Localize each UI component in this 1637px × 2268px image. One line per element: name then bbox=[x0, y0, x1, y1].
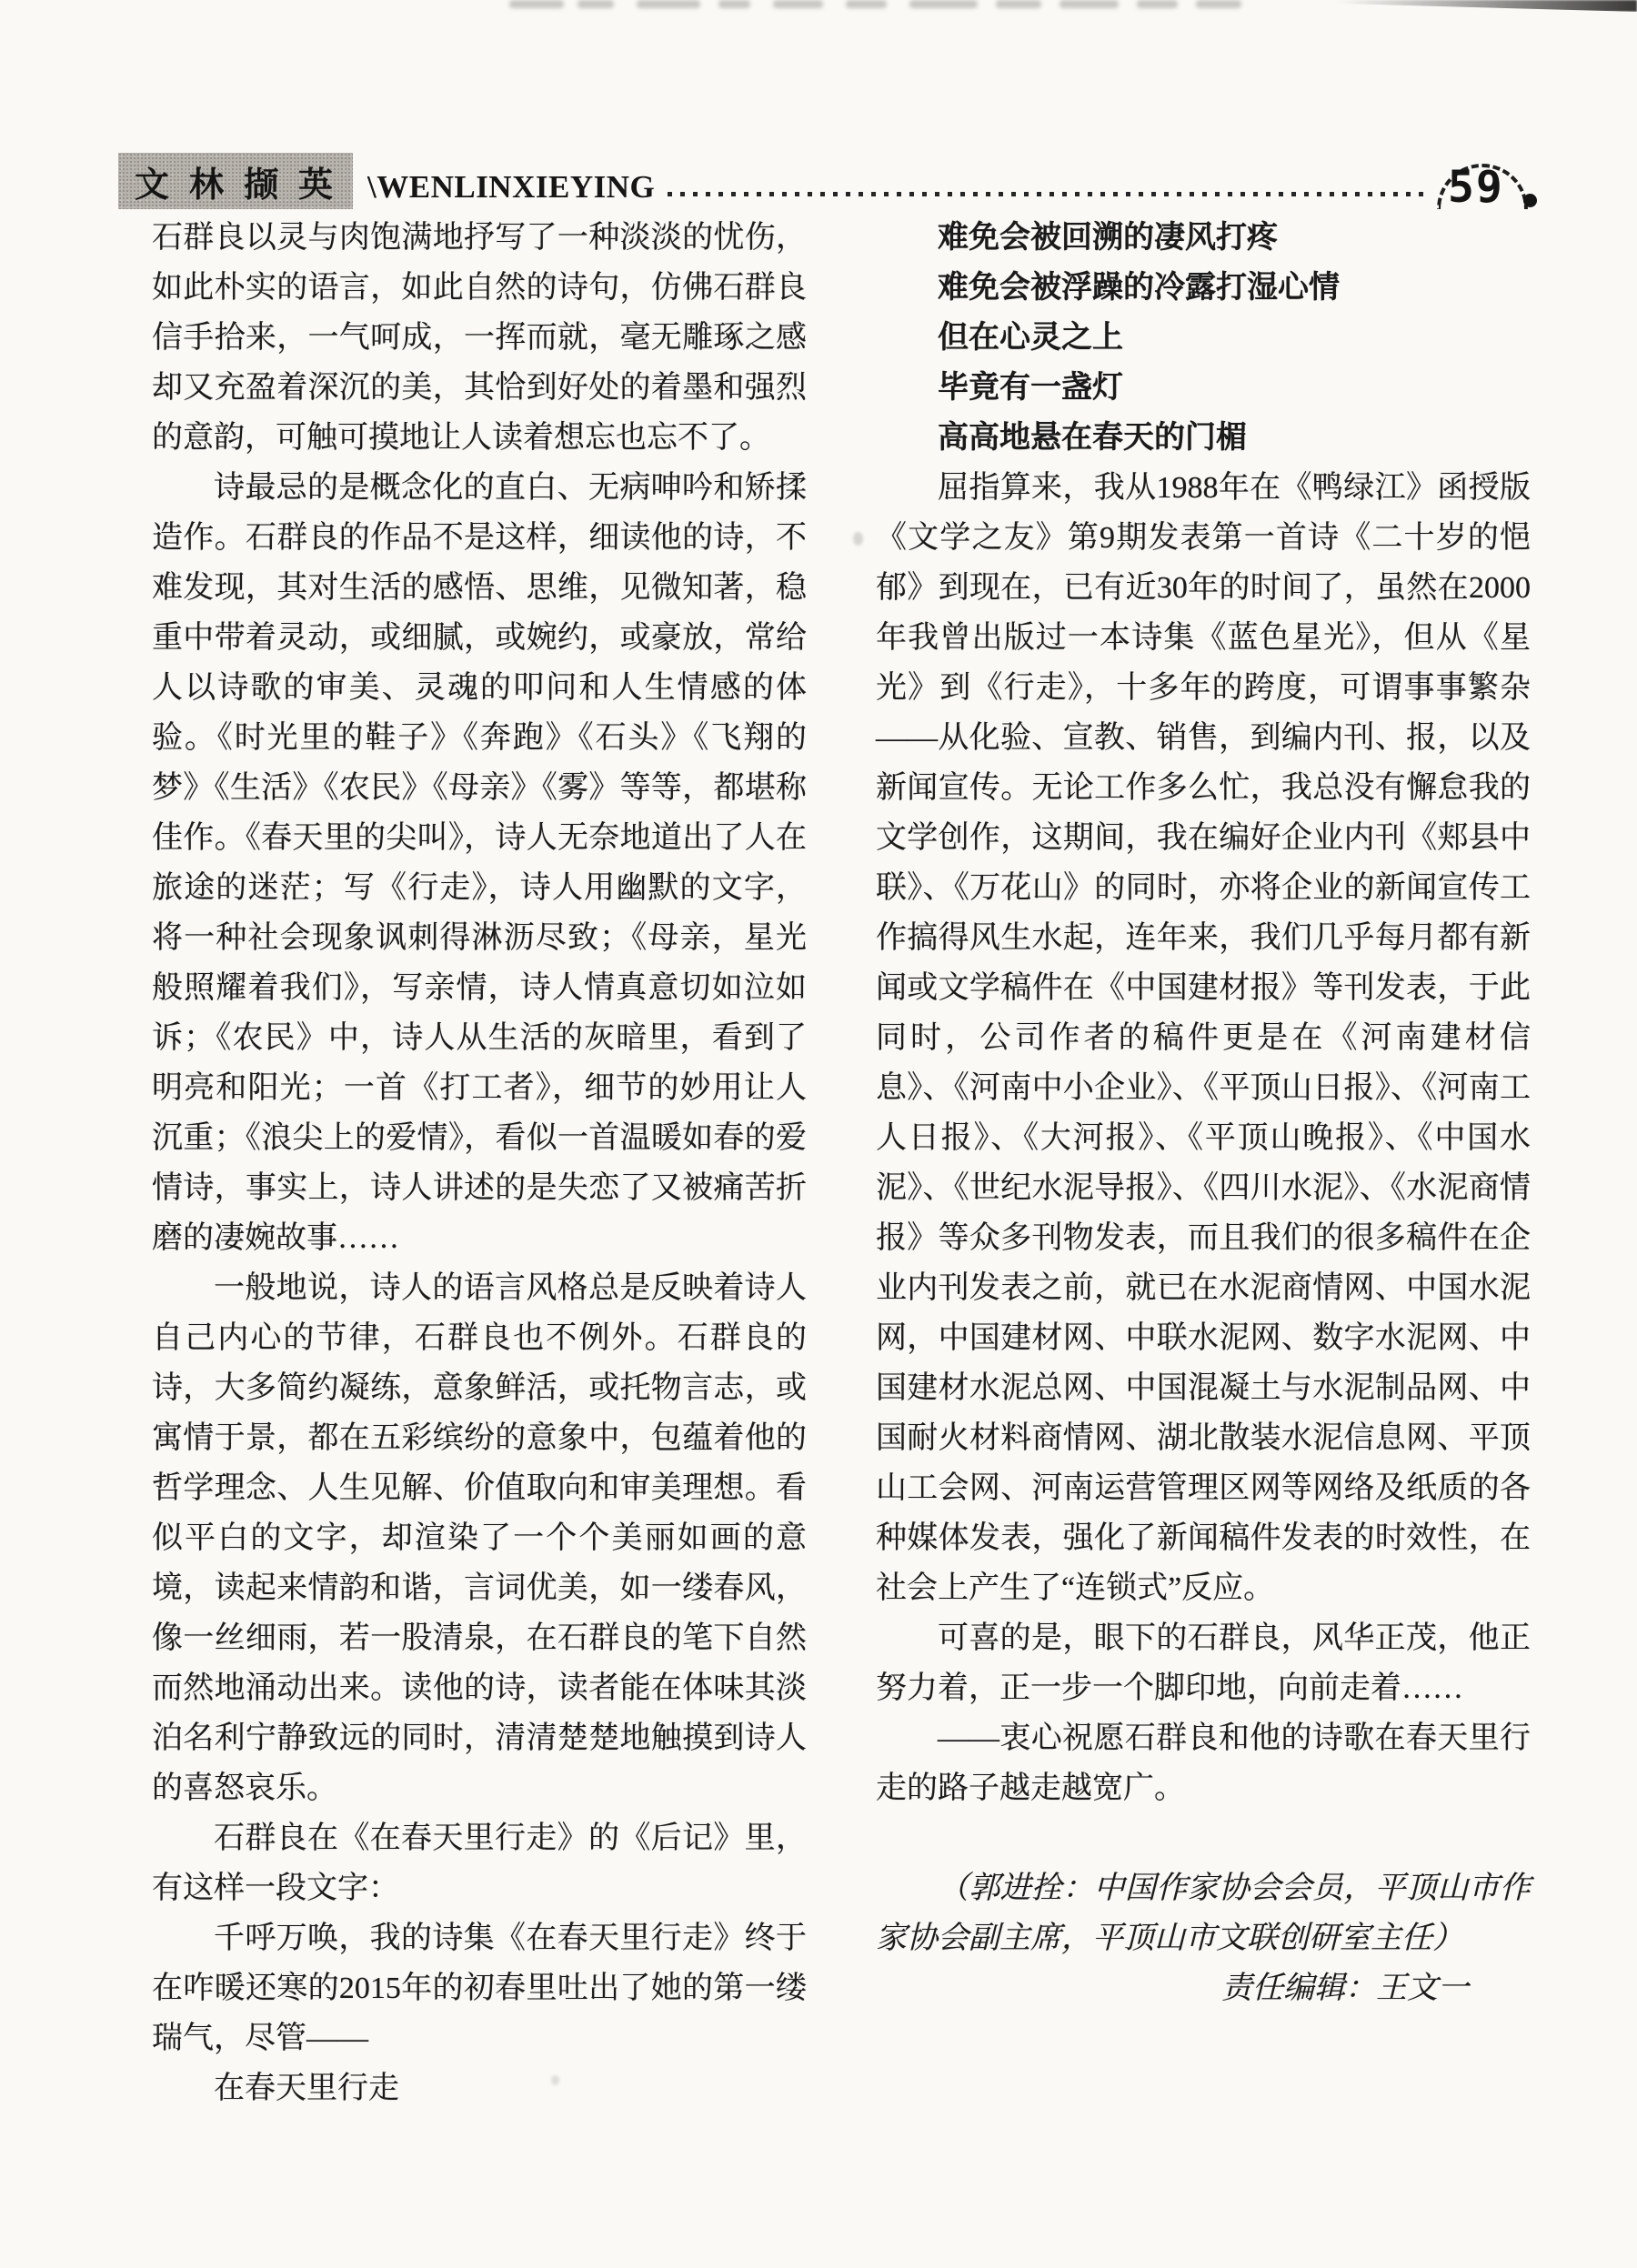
editor-credit: 责任编辑：王文一 bbox=[1221, 1972, 1469, 2005]
scan-smudge bbox=[909, 0, 978, 8]
body-paragraph: 在春天里行走 bbox=[214, 2072, 399, 2105]
section-title-box bbox=[118, 153, 353, 209]
body-paragraph: 千呼万唤，我的诗集《在春天里行走》终于在咋暖还寒的2015年的初春里吐出了她的第一缕瑞气，尽管—— bbox=[152, 1922, 807, 2055]
poem-line: 难免会被回溯的凄风打疼 bbox=[938, 221, 1278, 255]
scan-smudge bbox=[1137, 0, 1178, 8]
body-paragraph: 一般地说，诗人的语言风格总是反映着诗人自己内心的节律，石群良也不例外。石群良的诗，大多简约凝练，意象鲜活，或托物言志，或寓情于景，都在五彩缤纷的意象中，包蕴着他的哲学理念、人生见解、价值取向和审美理想。看似平白的文字，却渲染了一个个美丽如画的意境，读起来情韵和谐，言词优美，如一缕春风，像一丝细雨，若一股清泉，在石群良的笔下自然而然地涌动出来。读他的诗，读者能在体味其淡泊名利宁静致远的同时，清清楚楚地触摸到诗人的喜怒哀乐。 bbox=[152, 1271, 807, 1805]
contributor-note: （郭进拴：中国作家协会会员，平顶山市作家协会副主席，平顶山市文联创研室主任） bbox=[876, 1872, 1531, 1955]
scan-smudge bbox=[1060, 0, 1119, 8]
scan-smudge bbox=[773, 0, 823, 8]
poem-line: 难免会被浮躁的冷露打湿心情 bbox=[938, 271, 1340, 305]
scan-edge-shadow bbox=[1337, 0, 1637, 12]
body-paragraph: ——衷心祝愿石群良和他的诗歌在春天里行走的路子越走越宽广。 bbox=[876, 1721, 1531, 1805]
page-header bbox=[118, 136, 1537, 213]
section-title-pinyin: \WENLINXIEYING bbox=[367, 169, 656, 205]
scan-smudge bbox=[718, 0, 750, 8]
body-paragraph: 石群良以灵与肉饱满地抒写了一种淡淡的忧伤，如此朴实的语言，如此自然的诗句，仿佛石群良信手拾来，一气呵成，一挥而就，毫无雕琢之感却又充盈着深沉的美，其恰到好处的着墨和强烈的意韵，可触可摸地让人读着想忘也忘不了。 bbox=[152, 221, 807, 455]
arc-end-dot bbox=[1523, 194, 1537, 207]
right-column bbox=[876, 213, 1531, 2113]
scan-smudge bbox=[577, 0, 614, 8]
page-number-ornament bbox=[1437, 136, 1537, 213]
body-paragraph: 屈指算来，我从1988年在《鸭绿江》函授版《文学之友》第9期发表第一首诗《二十岁的悒郁》到现在，已有近30年的时间了，虽然在2000年我曾出版过一本诗集《蓝色星光》，但从《星光》到《行走》，十多年的跨度，可谓事事繁杂——从化验、宣教、销售，到编内刊、报，以及新闻宣传。无论工作多么忙，我总没有懈怠我的文学创作，这期间，我在编好企业内刊《郏县中联》、《万花山》的同时，亦将企业的新闻宣传工作搞得风生水起，连年来，我们几乎每月都有新闻或文学稿件在《中国建材报》等刊发表，于此同时，公司作者的稿件更是在《河南建材信息》、《河南中小企业》、《平顶山日报》、《河南工人日报》、《大河报》、《平顶山晚报》、《中国水泥》、《世纪水泥导报》、《四川水泥》、《水泥商情报》等众多刊物发表，而且我们的很多稿件在企业内刊发表之前，就已在水泥商情网、中国水泥网，中国建材网、中联水泥网、数字水泥网、中国建材水泥总网、中国混凝土与水泥制品网、中国耐火材料商情网、湖北散装水泥信息网、平顶山工会网、河南运营管理区网等网络及纸质的各种媒体发表，强化了新闻稿件发表的时效性，在社会上产生了“连锁式”反应。 bbox=[876, 471, 1531, 1605]
body-paragraph: 可喜的是，眼下的石群良，风华正茂，他正努力着，正一步一个脚印地，向前走着…… bbox=[876, 1621, 1531, 1705]
poem-line: 高高地悬在春天的门楣 bbox=[938, 421, 1247, 455]
article-body bbox=[152, 213, 1531, 2113]
body-paragraph: 诗最忌的是概念化的直白、无病呻吟和矫揉造作。石群良的作品不是这样，细读他的诗，不难发现，其对生活的感悟、思维，见微知著，稳重中带着灵动，或细腻，或婉约，或豪放，常给人以诗歌的审美、灵魂的叩问和人生情感的体验。《时光里的鞋子》《奔跑》《石头》《飞翔的梦》《生活》《农民》《母亲》《雾》等等，都堪称佳作。《春天里的尖叫》，诗人无奈地道出了人在旅途的迷茫；写《行走》，诗人用幽默的文字，将一种社会现象讽刺得淋沥尽致；《母亲，星光般照耀着我们》，写亲情，诗人情真意切如泣如诉；《农民》中，诗人从生活的灰暗里，看到了明亮和阳光；一首《打工者》，细节的妙用让人沉重；《浪尖上的爱情》，看似一首温暖如春的爱情诗，事实上，诗人讲述的是失恋了又被痛苦折磨的凄婉故事…… bbox=[152, 471, 807, 1255]
body-paragraph: 石群良在《在春天里行走》的《后记》里，有这样一段文字： bbox=[152, 1821, 807, 1905]
poem-line: 但在心灵之上 bbox=[938, 321, 1123, 355]
page-number: 59 bbox=[1448, 162, 1504, 213]
scan-smudge bbox=[996, 0, 1041, 8]
scan-smudge bbox=[1196, 0, 1241, 8]
poem-line: 毕竟有一盏灯 bbox=[938, 371, 1123, 405]
scan-smudge bbox=[846, 0, 887, 8]
dotted-leader bbox=[668, 192, 1428, 196]
scan-smudge bbox=[637, 0, 700, 8]
left-column bbox=[152, 213, 807, 2113]
section-title: 文林撷英 bbox=[135, 166, 354, 205]
scan-smudge bbox=[509, 0, 564, 8]
